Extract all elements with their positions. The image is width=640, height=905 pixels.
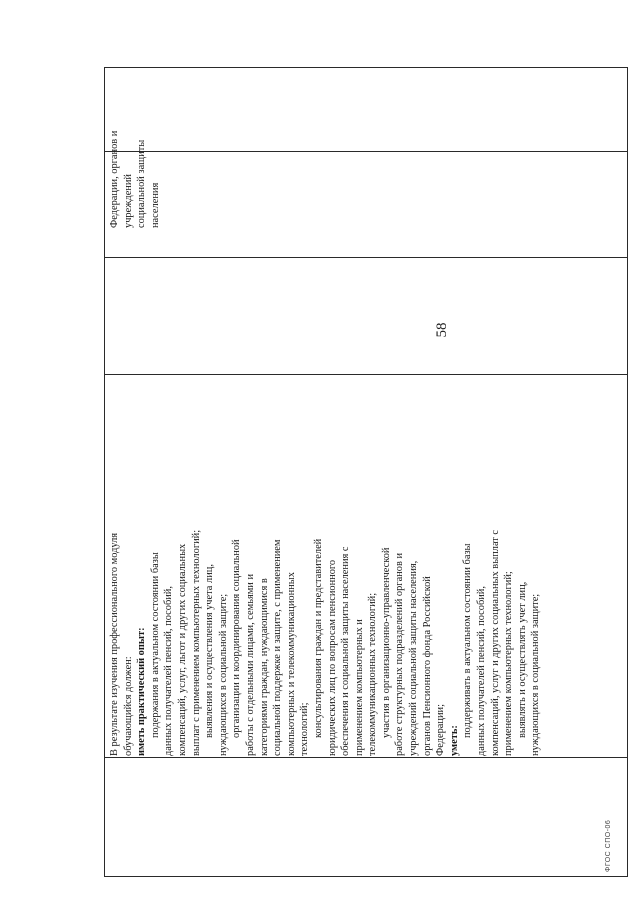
requirement-line: компьютерных и телекоммуникационных	[285, 572, 297, 756]
page-number: 58	[434, 322, 450, 338]
requirement-line: нуждающихся в социальной защите;	[217, 593, 229, 756]
requirement-line: органов Пенсионного фонда Российской	[421, 576, 433, 756]
requirement-line: выявлять и осуществлять учет лиц,	[516, 581, 528, 738]
requirement-line: применением компьютерных технологий;	[503, 571, 515, 756]
table-cell-requirements	[629, 493, 640, 876]
requirement-line: применением компьютерных и	[353, 619, 365, 756]
requirement-line: консультирования граждан и представителей	[312, 538, 324, 738]
requirements-text	[108, 374, 543, 756]
requirement-line: технологий;	[299, 702, 311, 756]
requirement-line: выявления и осуществления учета лиц,	[204, 564, 216, 738]
requirement-line: работы с отдельными лицами, семьями и	[244, 573, 256, 756]
requirement-line: участия в организационно-управленческой	[380, 547, 392, 738]
requirement-line: данных получателей пенсий, пособий,	[163, 586, 175, 756]
requirement-line: подержания в актуальном состоянии базы	[149, 552, 161, 738]
requirement-line: Федерации;	[435, 704, 447, 756]
organization-line: социальной защиты	[136, 139, 148, 228]
organization-line: учреждений	[122, 174, 134, 228]
requirement-line: поддерживать в актуальном состоянии базы	[462, 543, 474, 738]
organization-line: Федерации, органов и	[109, 130, 120, 228]
table-cell-empty	[105, 758, 629, 876]
footer-code: ФГОС СПО-06	[605, 819, 612, 872]
requirement-line: категориями граждан, нуждающимися в	[258, 578, 270, 756]
competency-table	[104, 67, 628, 877]
requirement-line: юридических лиц по вопросам пенсионного	[326, 559, 338, 756]
column-divider	[105, 151, 627, 152]
requirement-line: социальной поддержке и защите, с применением	[272, 539, 284, 756]
requirement-line: компенсаций, услуг и других социальных выплат с	[489, 529, 501, 756]
requirement-line: работе структурных подразделений органов и	[394, 552, 406, 756]
requirement-line: обучающийся должен:	[122, 656, 134, 756]
requirement-line: нуждающихся в социальной защите;	[530, 593, 542, 756]
requirement-line: данных получателей пенсий, пособий,	[476, 586, 488, 756]
requirement-line: учреждений социальной защиты населения,	[408, 560, 420, 756]
organization-line: населения	[149, 182, 161, 228]
requirement-line: уметь:	[448, 725, 460, 756]
requirement-line: организации и координирования социальной	[231, 539, 243, 738]
column-divider	[105, 757, 627, 758]
column-divider	[105, 257, 627, 258]
requirement-line: выплат с применением компьютерных технологий;	[190, 529, 202, 756]
requirement-line: В результате изучения профессионального модуля	[109, 532, 120, 756]
requirement-line: иметь практический опыт:	[136, 627, 148, 756]
requirement-line: компенсаций, услуг, льгот и других социальных	[176, 543, 188, 756]
rotated-page	[104, 67, 628, 877]
organizations-text	[108, 118, 162, 228]
requirement-line: обеспечения и социальной защиты населения с	[340, 546, 352, 756]
requirement-line: телекоммуникационных технологий;	[367, 592, 379, 756]
